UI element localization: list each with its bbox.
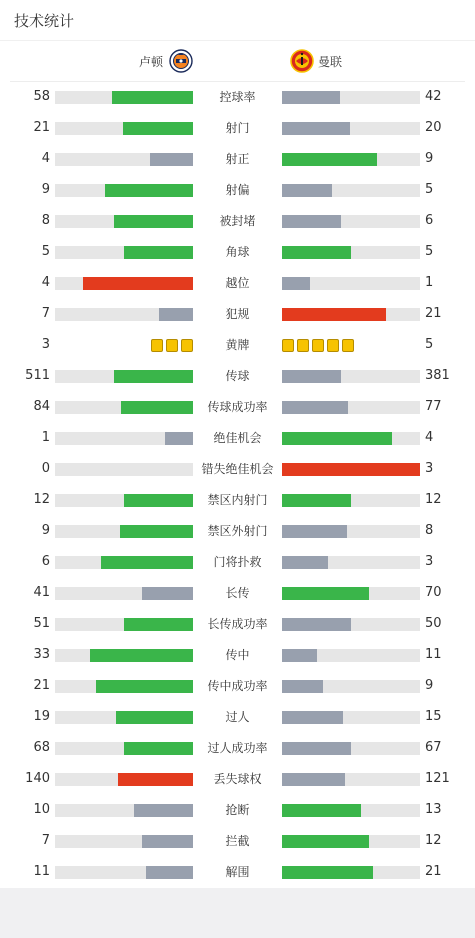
home-team-name: 卢顿 (138, 54, 163, 69)
stat-row (0, 640, 475, 671)
away-bar-fill (282, 370, 341, 383)
away-bar-track (282, 370, 420, 383)
stat-row (0, 175, 475, 206)
stat-label: 传中成功率 (207, 679, 268, 693)
home-value: 5 (41, 244, 50, 259)
stats-list (0, 82, 475, 888)
away-value: 77 (425, 399, 442, 414)
stat-row (0, 454, 475, 485)
home-bar-track (55, 494, 193, 507)
away-bar-track (282, 215, 420, 228)
away-value: 5 (425, 337, 434, 352)
home-yellow-cards (151, 339, 193, 352)
away-bar-track (282, 649, 420, 662)
home-bar-track (55, 680, 193, 693)
home-value: 19 (33, 709, 50, 724)
yellow-card-icon (181, 339, 193, 352)
away-value: 42 (425, 89, 442, 104)
home-bar-fill (124, 742, 193, 755)
home-bar-track (55, 463, 193, 476)
away-bar-track (282, 804, 420, 817)
stat-row (0, 206, 475, 237)
man-utd-crest-icon (290, 49, 314, 73)
away-value: 12 (425, 833, 442, 848)
stat-label: 长传 (225, 586, 250, 600)
stat-label: 犯规 (225, 307, 250, 321)
stat-label: 越位 (225, 276, 250, 290)
stat-row (0, 392, 475, 423)
home-bar-fill (114, 370, 193, 383)
stat-label: 控球率 (219, 90, 256, 104)
away-value: 4 (425, 430, 434, 445)
stat-row (0, 857, 475, 888)
home-value: 21 (33, 120, 50, 135)
stat-label: 禁区内射门 (207, 493, 268, 507)
stat-label: 射偏 (225, 183, 250, 197)
away-value: 5 (425, 244, 434, 259)
away-bar-track (282, 618, 420, 631)
stat-row (0, 330, 475, 361)
stat-label: 门将扑救 (213, 555, 262, 569)
home-bar-fill (124, 246, 193, 259)
home-bar-fill (134, 804, 193, 817)
home-bar-track (55, 184, 193, 197)
stat-row (0, 237, 475, 268)
home-bar-track (55, 587, 193, 600)
home-value: 4 (41, 275, 50, 290)
home-bar-track (55, 91, 193, 104)
away-value: 3 (425, 461, 434, 476)
stat-row (0, 609, 475, 640)
home-bar-fill (90, 649, 194, 662)
home-bar-fill (96, 680, 193, 693)
stat-row (0, 268, 475, 299)
away-value: 3 (425, 554, 434, 569)
home-bar-track (55, 215, 193, 228)
away-bar-fill (282, 184, 332, 197)
away-bar-fill (282, 246, 351, 259)
stat-row (0, 423, 475, 454)
home-bar-track (55, 401, 193, 414)
yellow-card-icon (282, 339, 294, 352)
away-bar-track (282, 308, 420, 321)
away-bar-track (282, 246, 420, 259)
teams-header (0, 48, 475, 78)
stat-row (0, 547, 475, 578)
home-bar-track (55, 432, 193, 445)
away-bar-track (282, 711, 420, 724)
stat-row (0, 485, 475, 516)
away-value: 11 (425, 647, 442, 662)
away-yellow-cards (282, 339, 354, 352)
away-bar-track (282, 680, 420, 693)
page-title: 技术统计 (14, 12, 75, 30)
home-bar-track (55, 525, 193, 538)
away-bar-track (282, 556, 420, 569)
home-value: 10 (33, 802, 50, 817)
home-value: 6 (41, 554, 50, 569)
away-bar-fill (282, 308, 386, 321)
away-team[interactable] (290, 48, 342, 74)
home-bar-fill (124, 494, 193, 507)
stat-row (0, 361, 475, 392)
away-bar-fill (282, 711, 343, 724)
away-value: 13 (425, 802, 442, 817)
stat-row (0, 516, 475, 547)
away-bar-fill (282, 835, 369, 848)
home-value: 68 (33, 740, 50, 755)
home-value: 1 (41, 430, 50, 445)
home-bar-fill (146, 866, 193, 879)
home-bar-track (55, 835, 193, 848)
away-bar-track (282, 122, 420, 135)
home-value: 11 (33, 864, 50, 879)
home-bar-fill (116, 711, 193, 724)
away-bar-fill (282, 494, 351, 507)
home-bar-track (55, 742, 193, 755)
home-bar-track (55, 556, 193, 569)
home-value: 84 (33, 399, 50, 414)
home-bar-fill (123, 122, 193, 135)
stat-row (0, 764, 475, 795)
yellow-card-icon (312, 339, 324, 352)
home-bar-fill (165, 432, 193, 445)
home-value: 12 (33, 492, 50, 507)
away-bar-fill (282, 680, 323, 693)
stat-label: 禁区外射门 (207, 524, 268, 538)
stat-label: 绝佳机会 (213, 431, 262, 445)
stat-label: 黄牌 (225, 338, 250, 352)
home-value: 8 (41, 213, 50, 228)
away-bar-fill (282, 649, 317, 662)
stat-row (0, 826, 475, 857)
stat-label: 过人成功率 (207, 741, 268, 755)
stat-label: 长传成功率 (207, 617, 268, 631)
away-bar-fill (282, 742, 351, 755)
header-divider (0, 40, 475, 41)
away-value: 15 (425, 709, 442, 724)
away-value: 121 (425, 771, 450, 786)
away-value: 6 (425, 213, 434, 228)
away-bar-fill (282, 463, 420, 476)
away-bar-track (282, 525, 420, 538)
stat-row (0, 702, 475, 733)
home-bar-track (55, 773, 193, 786)
stat-label: 解围 (225, 865, 250, 879)
stat-row (0, 144, 475, 175)
home-bar-track (55, 866, 193, 879)
away-bar-fill (282, 618, 351, 631)
home-bar-fill (159, 308, 194, 321)
home-bar-fill (150, 153, 193, 166)
home-value: 21 (33, 678, 50, 693)
home-value: 41 (33, 585, 50, 600)
stat-label: 拦截 (225, 834, 250, 848)
home-bar-track (55, 804, 193, 817)
stat-label: 传球 (225, 369, 250, 383)
yellow-card-icon (166, 339, 178, 352)
stat-label: 错失绝佳机会 (201, 462, 274, 476)
away-bar-track (282, 277, 420, 290)
home-bar-fill (114, 215, 193, 228)
away-value: 21 (425, 864, 442, 879)
away-bar-fill (282, 122, 350, 135)
stat-label: 传中 (225, 648, 250, 662)
home-bar-track (55, 122, 193, 135)
yellow-card-icon (342, 339, 354, 352)
home-value: 51 (33, 616, 50, 631)
away-bar-track (282, 835, 420, 848)
home-bar-fill (121, 401, 193, 414)
away-bar-track (282, 587, 420, 600)
away-value: 20 (425, 120, 442, 135)
yellow-card-icon (151, 339, 163, 352)
home-bar-track (55, 246, 193, 259)
home-value: 7 (41, 306, 50, 321)
away-value: 9 (425, 151, 434, 166)
away-bar-track (282, 773, 420, 786)
away-bar-track (282, 91, 420, 104)
home-bar-track (55, 153, 193, 166)
away-value: 50 (425, 616, 442, 631)
stat-label: 射门 (225, 121, 250, 135)
away-bar-fill (282, 866, 373, 879)
stat-row (0, 795, 475, 826)
home-bar-fill (142, 587, 193, 600)
away-bar-fill (282, 804, 361, 817)
away-bar-fill (282, 401, 348, 414)
away-value: 21 (425, 306, 442, 321)
away-bar-track (282, 463, 420, 476)
away-bar-track (282, 153, 420, 166)
home-value: 9 (41, 523, 50, 538)
away-bar-fill (282, 587, 369, 600)
home-bar-fill (112, 91, 193, 104)
home-value: 58 (33, 89, 50, 104)
away-value: 12 (425, 492, 442, 507)
home-value: 0 (41, 461, 50, 476)
stat-label: 丢失球权 (213, 772, 262, 786)
home-bar-fill (118, 773, 193, 786)
away-bar-track (282, 401, 420, 414)
away-bar-fill (282, 525, 347, 538)
stat-row (0, 733, 475, 764)
stat-label: 角球 (225, 245, 250, 259)
yellow-card-icon (327, 339, 339, 352)
stat-row (0, 578, 475, 609)
home-value: 140 (25, 771, 50, 786)
away-bar-track (282, 432, 420, 445)
home-value: 4 (41, 151, 50, 166)
home-bar-track (55, 277, 193, 290)
away-value: 70 (425, 585, 442, 600)
away-value: 9 (425, 678, 434, 693)
stat-row (0, 299, 475, 330)
home-value: 511 (25, 368, 50, 383)
stat-label: 射正 (225, 152, 250, 166)
away-bar-track (282, 494, 420, 507)
stat-label: 传球成功率 (207, 400, 268, 414)
home-bar-track (55, 649, 193, 662)
stat-row (0, 671, 475, 702)
home-bar-fill (142, 835, 193, 848)
home-bar-track (55, 308, 193, 321)
home-team[interactable] (139, 48, 193, 74)
stat-row (0, 113, 475, 144)
stat-label: 过人 (225, 710, 250, 724)
home-value: 33 (33, 647, 50, 662)
away-value: 1 (425, 275, 434, 290)
home-bar-track (55, 370, 193, 383)
away-bar-track (282, 866, 420, 879)
home-bar-fill (83, 277, 193, 290)
yellow-card-icon (297, 339, 309, 352)
away-team-name: 曼联 (318, 54, 343, 69)
away-value: 67 (425, 740, 442, 755)
home-bar-track (55, 618, 193, 631)
away-bar-fill (282, 556, 328, 569)
home-value: 9 (41, 182, 50, 197)
home-bar-track (55, 711, 193, 724)
home-bar-fill (101, 556, 193, 569)
home-bar-fill (120, 525, 193, 538)
home-value: 3 (41, 337, 50, 352)
home-bar-fill (124, 618, 193, 631)
stat-label: 抢断 (225, 803, 250, 817)
away-value: 5 (425, 182, 434, 197)
away-bar-fill (282, 215, 341, 228)
home-value: 7 (41, 833, 50, 848)
away-bar-fill (282, 432, 392, 445)
away-bar-track (282, 184, 420, 197)
away-value: 381 (425, 368, 450, 383)
away-bar-fill (282, 153, 377, 166)
away-value: 8 (425, 523, 434, 538)
luton-crest-icon (169, 49, 193, 73)
stat-label: 被封堵 (219, 214, 256, 228)
away-bar-fill (282, 773, 345, 786)
away-bar-track (282, 742, 420, 755)
away-bar-fill (282, 91, 340, 104)
away-bar-fill (282, 277, 310, 290)
stat-row (0, 82, 475, 113)
home-bar-fill (105, 184, 193, 197)
